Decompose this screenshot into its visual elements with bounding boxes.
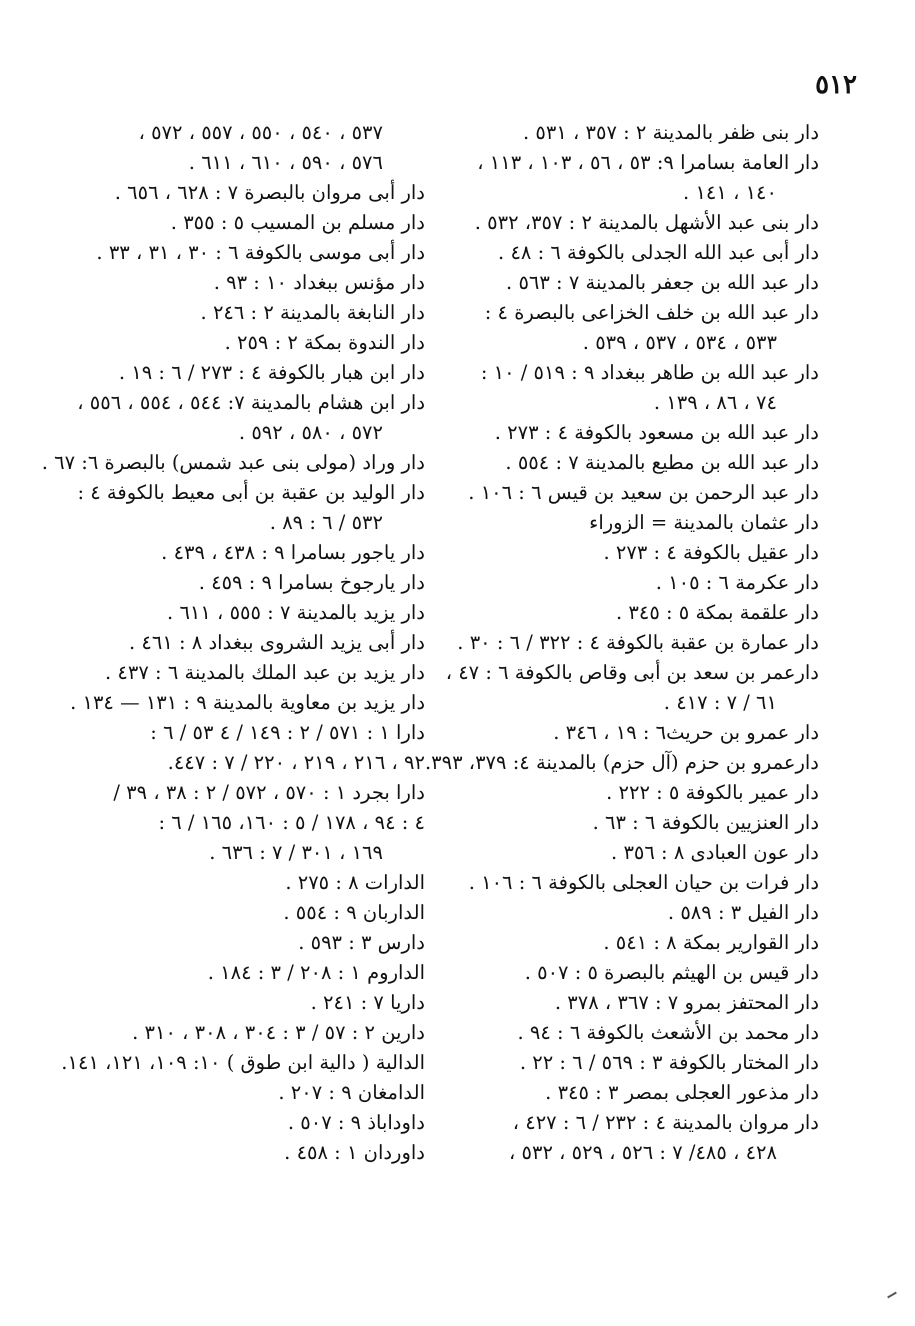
- index-line: دار عثمان بالمدينة = الزوراء: [589, 511, 819, 534]
- index-line: دار ابن هشام بالمدينة ٧: ٥٤٤ ، ٥٥٤ ، ٥٥٦ ،: [77, 391, 425, 414]
- index-line: الدارات ٨ : ٢٧٥ .: [285, 871, 425, 894]
- index-line: دار العنزيين بالكوفة ٦ : ٦٣ .: [592, 811, 819, 834]
- index-line: داريا ٧ : ٢٤١ .: [310, 991, 425, 1014]
- index-line: دار عبد الله بن خلف الخزاعى بالبصرة ٤ :: [484, 301, 819, 324]
- corner-mark: [887, 1292, 897, 1299]
- index-line: داوردان ١ : ٤٥٨ .: [284, 1141, 425, 1164]
- index-line: دار عبد الله بن مسعود بالكوفة ٤ : ٢٧٣ .: [494, 421, 819, 444]
- index-line: ٤ : ٩٤ ، ١٧٨ / ٥ : ١٦٠، ١٦٥ / ٦ :: [158, 811, 425, 834]
- index-line: دار مروان بالمدينة ٤ : ٢٣٢ / ٦ : ٤٢٧ ،: [512, 1111, 819, 1134]
- index-line: دار قيس بن الهيثم بالبصرة ٥ : ٥٠٧ .: [524, 961, 819, 984]
- index-line: دار ياجور بسامرا ٩ : ٤٣٨ ، ٤٣٩ .: [161, 541, 425, 564]
- index-line: دار أبى يزيد الشروى ببغداد ٨ : ٤٦١ .: [129, 631, 425, 654]
- index-line: دار بنى ظفر بالمدينة ٢ : ٣٥٧ ، ٥٣١ .: [522, 121, 819, 144]
- index-line: دارين ٢ : ٥٧ / ٣ : ٣٠٤ ، ٣٠٨ ، ٣١٠ .: [132, 1021, 425, 1044]
- index-line: دار وراد (مولى بنى عبد شمس) بالبصرة ٦: ٦٧ .: [41, 451, 425, 474]
- index-line: ٥٣٧ ، ٥٤٠ ، ٥٥٠ ، ٥٥٧ ، ٥٧٢ ،: [138, 121, 383, 144]
- index-line: دار عبد الله بن طاهر ببغداد ٩ : ٥١٩ / ١٠ :: [480, 361, 819, 384]
- index-line: ٧٤ ، ٨٦ ، ١٣٩ .: [653, 391, 777, 414]
- index-line: دار الوليد بن عقبة بن أبى معيط بالكوفة ٤ :: [77, 481, 425, 504]
- index-line: دار مذعور العجلى بمصر ٣ : ٣٤٥ .: [545, 1081, 819, 1104]
- index-line: ٤٢٨ ، ٤٨٥/ ٧ : ٥٢٦ ، ٥٢٩ ، ٥٣٢ ،: [509, 1141, 777, 1164]
- index-line: الداروم ١ : ٢٠٨ / ٣ : ١٨٤ .: [207, 961, 425, 984]
- index-line: دار القوارير بمكة ٨ : ٥٤١ .: [603, 931, 819, 954]
- index-line: دار أبى عبد الله الجدلى بالكوفة ٦ : ٤٨ .: [498, 241, 819, 264]
- index-line: دار يزيد بن معاوية بالمدينة ٩ : ١٣١ — ١٣٤ .: [70, 691, 425, 714]
- index-line: دار عمارة بن عقبة بالكوفة ٤ : ٣٢٢ / ٦ : ٣٠ .: [457, 631, 819, 654]
- index-line: ٥٣٣ ، ٥٣٤ ، ٥٣٧ ، ٥٣٩ .: [582, 331, 777, 354]
- index-line: دارا ١ : ٥٧١ / ٢ : ١٤٩ / ٤ ٥٣ / ٦ :: [150, 721, 425, 744]
- index-line: دار أبى موسى بالكوفة ٦ : ٣٠ ، ٣١ ، ٣٣ .: [96, 241, 425, 264]
- index-line: ٥٧٢ ، ٥٨٠ ، ٥٩٢ .: [238, 421, 383, 444]
- index-line: دار محمد بن الأشعث بالكوفة ٦ : ٩٤ .: [517, 1021, 819, 1044]
- index-line: دار يزيد بن عبد الملك بالمدينة ٦ : ٤٣٧ .: [105, 661, 425, 684]
- index-line: دار الفيل ٣ : ٥٨٩ .: [667, 901, 819, 924]
- index-line: دارا بجرد ١ : ٥٧٠ ، ٥٧٢ / ٢ : ٣٨ ، ٣٩ /: [113, 781, 425, 804]
- index-line: دار علقمة بمكة ٥ : ٣٤٥ .: [615, 601, 819, 624]
- index-column-right: [424, 118, 819, 1168]
- index-line: دار عكرمة ٦ : ١٠٥ .: [655, 571, 819, 594]
- index-line: ٥٣٢ / ٦ : ٨٩ .: [269, 511, 383, 534]
- index-line: دار العامة بسامرا ٩: ٥٣ ، ٥٦ ، ١٠٣ ، ١١٣ ،: [477, 151, 819, 174]
- index-line: دارعمرو بن حزم (آل حزم) بالمدينة ٤: ٣٧٩، ٣٩٣.: [424, 751, 819, 774]
- index-line: دارس ٣ : ٥٩٣ .: [298, 931, 425, 954]
- index-line: الداربان ٩ : ٥٥٤ .: [283, 901, 425, 924]
- index-line: دار عبد الله بن جعفر بالمدينة ٧ : ٥٦٣ .: [506, 271, 819, 294]
- index-line: ٥٧٦ ، ٥٩٠ ، ٦١٠ ، ٦١١ .: [188, 151, 383, 174]
- index-line: ٩٢ ، ٢١٦ ، ٢١٩ ، ٢٢٠ / ٧ : ٤٤٧.: [167, 751, 425, 774]
- index-line: دار عمرو بن حريث٦ : ١٩ ، ٣٤٦ .: [553, 721, 819, 744]
- index-line: دار المحتفز بمرو ٧ : ٣٦٧ ، ٣٧٨ .: [554, 991, 819, 1014]
- index-line: دار المختار بالكوفة ٣ : ٥٦٩ / ٦ : ٢٢ .: [519, 1051, 819, 1074]
- index-line: دار بنى عبد الأشهل بالمدينة ٢ : ٣٥٧، ٥٣٢ .: [474, 211, 819, 234]
- index-line: دار أبى مروان بالبصرة ٧ : ٦٢٨ ، ٦٥٦ .: [114, 181, 425, 204]
- page-number: ٥١٢: [815, 70, 857, 100]
- index-line: داوداباذ ٩ : ٥٠٧ .: [287, 1111, 425, 1134]
- index-line: دار يارجوخ بسامرا ٩ : ٤٥٩ .: [198, 571, 425, 594]
- index-line: الدامغان ٩ : ٢٠٧ .: [278, 1081, 425, 1104]
- index-line: دار مؤنس ببغداد ١٠ : ٩٣ .: [213, 271, 425, 294]
- index-line: دار عبد الله بن مطيع بالمدينة ٧ : ٥٥٤ .: [505, 451, 819, 474]
- index-line: دار يزيد بالمدينة ٧ : ٥٥٥ ، ٦١١ .: [167, 601, 425, 624]
- index-line: دارعمر بن سعد بن أبى وقاص بالكوفة ٦ : ٤٧ ،: [445, 661, 819, 684]
- index-line: دار عمير بالكوفة ٥ : ٢٢٢ .: [606, 781, 819, 804]
- index-line: الدالية ( دالية ابن طوق ) ١٠: ١٠٩، ١٢١، ١٤١.: [61, 1051, 425, 1074]
- index-line: دار ابن هبار بالكوفة ٤ : ٢٧٣ / ٦ : ١٩ .: [118, 361, 425, 384]
- index-line: دار عون العبادى ٨ : ٣٥٦ .: [611, 841, 819, 864]
- index-line: ١٤٠ ، ١٤١ .: [683, 181, 777, 204]
- index-line: ٦١ / ٧ : ٤١٧ .: [663, 691, 777, 714]
- index-line: دار عبد الرحمن بن سعيد بن قيس ٦ : ١٠٦ .: [468, 481, 819, 504]
- index-line: دار الندوة بمكة ٢ : ٢٥٩ .: [224, 331, 425, 354]
- index-line: دار مسلم بن المسيب ٥ : ٣٥٥ .: [170, 211, 425, 234]
- index-line: دار النابغة بالمدينة ٢ : ٢٤٦ .: [200, 301, 425, 324]
- index-column-left: [35, 118, 425, 1168]
- index-line: دار فرات بن حيان العجلى بالكوفة ٦ : ١٠٦ .: [468, 871, 819, 894]
- index-line: دار عقيل بالكوفة ٤ : ٢٧٣ .: [603, 541, 819, 564]
- index-line: ١٦٩ ، ٣٠١ / ٧ : ٦٣٦ .: [209, 841, 383, 864]
